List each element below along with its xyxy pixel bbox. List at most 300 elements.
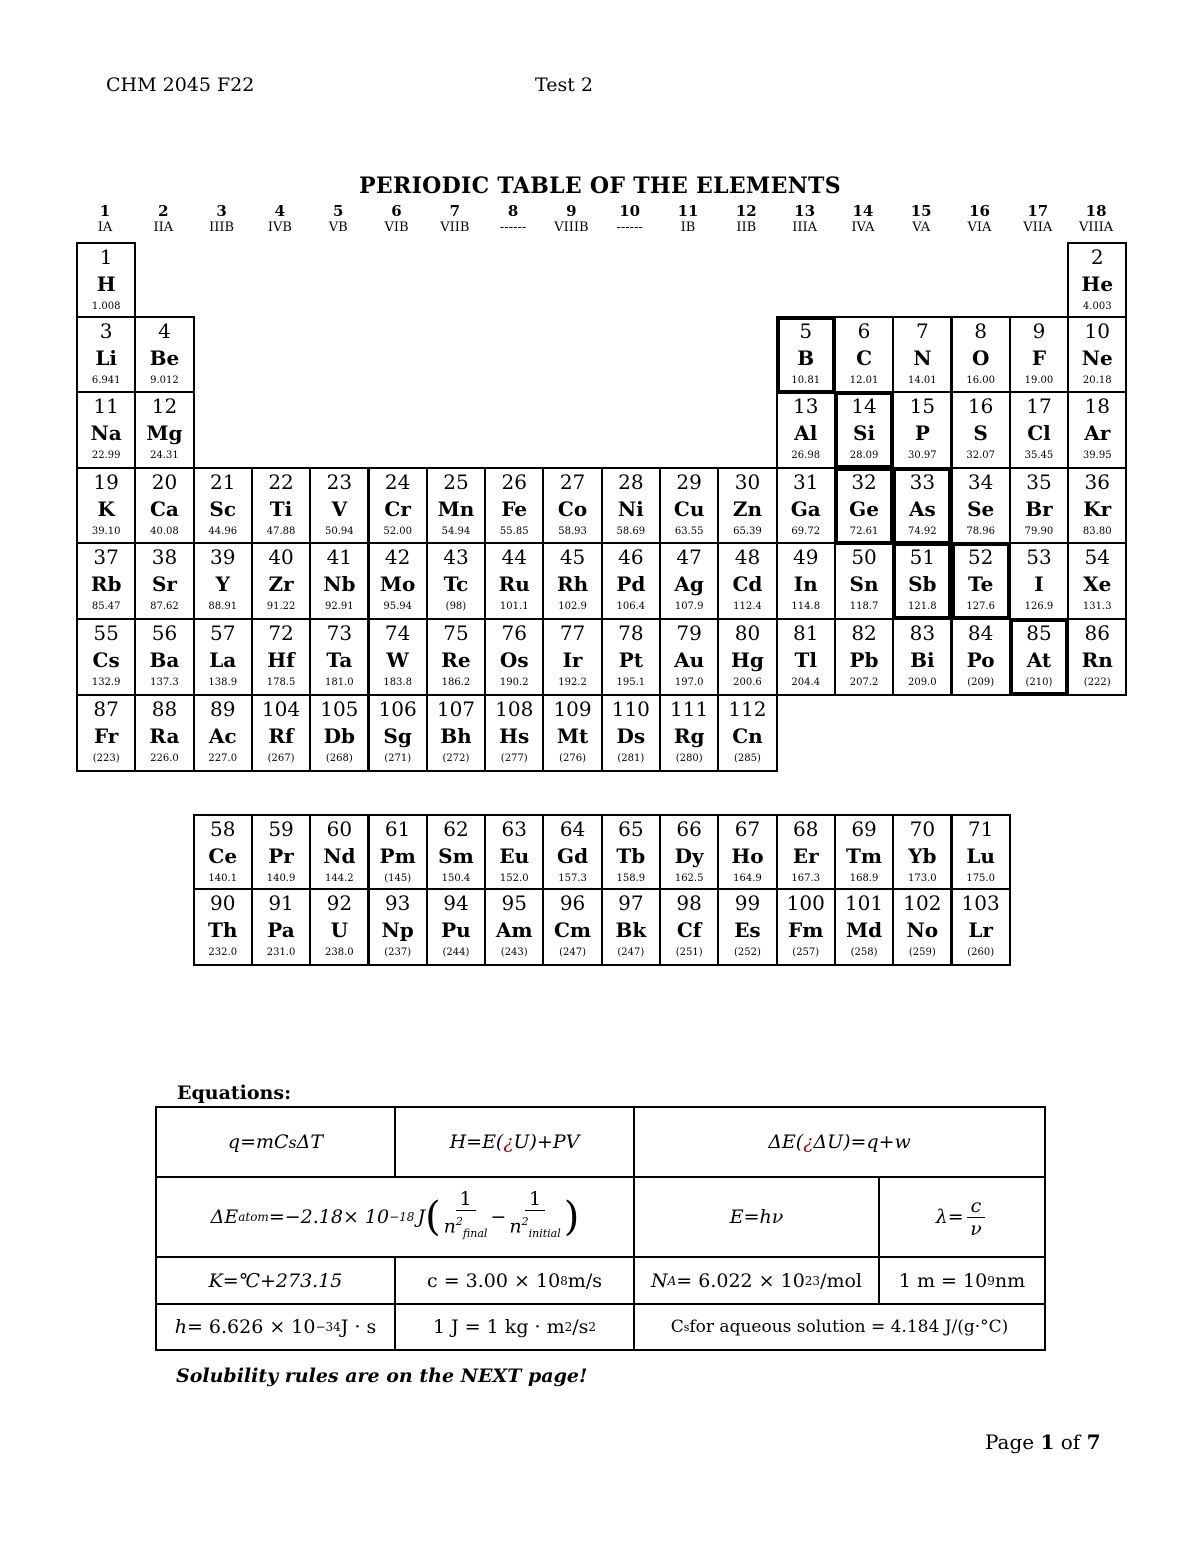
atomic-mass: (259) [908,947,936,958]
element-symbol: Sg [383,724,412,748]
element-symbol: P [914,421,930,445]
rydberg-delta-e: ΔE [210,1206,239,1228]
element-symbol: Tm [846,844,883,868]
element-symbol: Ga [790,497,821,521]
element-symbol: Pt [618,648,643,672]
cs-b: for aqueous solution = 4.184 J/(g·°C) [689,1317,1009,1337]
element-symbol: Be [149,346,180,370]
element-symbol: Mt [556,724,589,748]
atomic-mass: (237) [384,947,412,958]
element-symbol: Sr [151,572,177,596]
element-symbol: Tl [794,648,817,672]
element-cell-cr [368,467,428,545]
atomic-mass: 39.95 [1082,450,1112,461]
joule-b: /s [572,1316,589,1338]
atomic-number: 18 [1084,394,1110,418]
element-symbol: Ds [616,724,646,748]
element-symbol: Lu [966,844,995,868]
element-symbol: Mo [379,572,416,596]
atomic-number: 40 [268,545,294,569]
group-number: 7 [449,202,461,220]
element-symbol: S [973,421,988,445]
enthalpy-part-a: H=E( [449,1131,504,1153]
test-title: Test 2 [535,74,593,96]
atomic-mass: 150.4 [441,873,471,884]
atomic-number: 43 [443,545,469,569]
atomic-mass: (267) [267,753,295,764]
element-symbol: Er [792,844,819,868]
atomic-number: 76 [501,621,527,645]
element-cell-pb [834,618,894,696]
initial-sub: initial [528,1227,561,1241]
rydberg-constant: =−2.18× 10 [268,1206,390,1228]
atomic-mass: 126.9 [1024,601,1054,612]
element-cell-na [76,391,136,469]
atomic-mass: 178.5 [266,677,296,688]
atomic-number: 93 [384,891,411,915]
atomic-number: 17 [1026,394,1052,418]
atomic-mass: 101.1 [499,601,529,612]
atomic-number: 45 [559,545,586,569]
atomic-mass: 10.81 [791,375,821,386]
atomic-mass: 209.0 [908,677,937,688]
atomic-mass: 91.22 [266,601,296,612]
element-symbol: Bi [910,648,935,672]
atomic-mass: (210) [1025,677,1053,688]
element-symbol: Ne [1081,346,1113,370]
element-cell-mo [368,542,428,620]
atomic-mass: 102.9 [558,601,587,612]
element-symbol: Ca [150,497,179,521]
element-symbol: Sm [438,844,474,868]
element-symbol: Y [215,572,230,596]
joule-exp2: 2 [588,1320,597,1334]
element-symbol: Al [794,421,818,445]
atomic-mass: 92.91 [325,601,354,612]
atomic-mass: 83.80 [1082,526,1112,537]
light-b: m/s [567,1269,602,1292]
atomic-mass: 190.2 [499,677,529,688]
atomic-number: 22 [268,470,294,494]
element-cell-pd [601,542,661,620]
atomic-number: 64 [559,817,586,841]
atomic-mass: 9.012 [150,375,179,386]
atomic-number: 102 [903,891,942,915]
hconst-h: h [174,1316,187,1338]
hconst-a: = 6.626 × 10 [186,1316,316,1338]
rydberg-exponent: −18 [389,1210,415,1224]
element-cell-sg [368,694,428,772]
atomic-number: 28 [618,470,644,494]
element-symbol: Cu [673,497,705,521]
atomic-number: 36 [1084,470,1110,494]
atomic-number: 107 [436,697,476,721]
of-word: of [1054,1430,1087,1454]
element-symbol: Pm [379,844,416,868]
element-symbol: Cn [732,724,763,748]
atomic-mass: 30.97 [908,450,937,461]
group-roman: ------ [616,220,643,235]
group-roman: IVB [267,220,292,235]
atomic-number: 83 [909,621,936,645]
left-paren-icon: ( [425,1194,441,1240]
group-number: 11 [677,202,699,220]
element-cell-re [426,618,486,696]
element-cell-pa [251,888,311,966]
element-symbol: Rg [673,724,705,748]
element-symbol: Au [674,648,705,672]
element-symbol: Am [495,918,533,942]
element-symbol: Ce [208,844,238,868]
atomic-mass: 107.9 [674,601,704,612]
element-cell-er [776,814,836,892]
page-number [985,1430,1101,1454]
element-cell-ar [1067,391,1127,469]
atomic-mass: 47.88 [266,526,296,537]
atomic-mass: (277) [500,753,528,764]
element-cell-pm [368,814,428,892]
internal-part-b: ΔU)=q+w [813,1131,911,1153]
atomic-number: 6 [857,319,871,343]
group-number: 4 [274,202,286,220]
element-cell-i [1009,542,1069,620]
atomic-number: 34 [967,470,994,494]
element-symbol: Ba [149,648,180,672]
avog-a: = 6.022 × 10 [676,1269,805,1292]
element-symbol: Eu [499,844,530,868]
solubility-note: Solubility rules are on the NEXT page! [176,1365,588,1387]
element-cell-as [892,467,952,545]
atomic-mass: 195.1 [616,677,646,688]
element-cell-hf [251,618,311,696]
element-symbol: Cs [92,648,120,672]
element-cell-gd [542,814,602,892]
element-cell-s [951,391,1011,469]
element-cell-ir [542,618,602,696]
atomic-number: 90 [210,891,236,915]
group-roman: IIIA [792,220,817,235]
element-cell-th [193,888,253,966]
atomic-number: 63 [501,817,527,841]
element-symbol: Cm [553,918,592,942]
avog-sub: A [667,1273,677,1288]
group-number: 14 [852,202,874,220]
heat-tail: ΔT [296,1131,324,1153]
element-symbol: Zr [268,572,294,596]
atomic-number: 50 [851,545,877,569]
atomic-number: 38 [151,545,178,569]
atomic-mass: 50.94 [325,526,354,537]
atomic-number: 73 [326,621,353,645]
group-roman: VIA [967,220,992,235]
wave-denominator: ν [970,1217,982,1240]
atomic-mass: 127.6 [966,601,995,612]
element-cell-ra [134,694,194,772]
element-symbol: Cr [384,497,411,521]
group-roman: VB [328,220,348,235]
element-cell-os [484,618,544,696]
page-word: Page [985,1430,1041,1454]
element-cell-au [659,618,719,696]
atomic-number: 87 [93,697,119,721]
nm-exp: 9 [987,1273,995,1288]
planck-constant [155,1303,396,1351]
atomic-mass: 88.91 [208,601,238,612]
atomic-number: 48 [734,545,761,569]
element-cell-rf [251,694,311,772]
atomic-mass: (280) [675,753,703,764]
element-cell-am [484,888,544,966]
element-symbol: Pb [849,648,879,672]
element-cell-ge [834,467,894,545]
element-cell-he [1067,242,1127,320]
element-cell-eu [484,814,544,892]
atomic-mass: 4.003 [1082,301,1112,312]
fraction-final [444,1188,488,1245]
enthalpy-mark: ¿ [503,1131,514,1153]
final-sub: final [462,1227,488,1241]
group-roman: VIIIB [554,220,589,235]
atomic-mass: 78.96 [966,526,995,537]
element-symbol: F [1031,346,1047,370]
element-cell-p [892,391,952,469]
element-cell-bk [601,888,661,966]
atomic-number: 5 [799,319,813,343]
element-cell-br [1009,467,1069,545]
atomic-mass: 40.08 [150,526,179,537]
wave-numerator: c [967,1195,986,1218]
atomic-mass: 58.93 [558,526,587,537]
atomic-mass: 144.2 [325,873,354,884]
atomic-number: 77 [559,621,586,645]
element-symbol: Ru [498,572,530,596]
element-symbol: Tc [443,572,469,596]
element-symbol: Ni [617,497,644,521]
group-header-13 [776,202,834,236]
element-symbol: Br [1025,497,1053,521]
element-cell-ho [717,814,777,892]
element-symbol: Na [90,421,122,445]
group-header-2 [134,202,192,236]
enthalpy-part-b: U)+PV [513,1131,580,1153]
element-cell-li [76,316,136,394]
specific-heat-water [633,1303,1046,1351]
nm-b: nm [994,1269,1026,1292]
element-symbol: Re [441,648,471,672]
atomic-number: 65 [618,817,644,841]
group-number: 3 [216,202,227,220]
fraction-initial-numerator: 1 [525,1188,545,1211]
atomic-number: 84 [967,621,994,645]
atomic-mass: 65.39 [733,526,762,537]
atomic-mass: 16.00 [966,375,995,386]
atomic-number: 16 [967,394,994,418]
element-symbol: Fm [788,918,824,942]
atomic-mass: 138.9 [208,677,238,688]
element-symbol: At [1026,648,1052,672]
light-a: c = 3.00 × 10 [427,1269,561,1292]
atomic-number: 91 [268,891,294,915]
element-cell-nd [309,814,369,892]
cs-a: C [670,1317,684,1337]
atomic-number: 7 [915,319,929,343]
atomic-mass: 26.98 [791,450,821,461]
element-symbol: C [856,346,872,370]
atomic-number: 35 [1026,470,1052,494]
atomic-mass: 35.45 [1024,450,1054,461]
element-cell-k [76,467,136,545]
element-symbol: Hg [731,648,764,672]
atomic-number: 12 [151,394,178,418]
atomic-mass: 106.4 [616,601,646,612]
atomic-mass: 158.9 [616,873,646,884]
atomic-mass: (247) [559,947,586,958]
element-cell-fe [484,467,544,545]
group-roman: VIIB [440,220,470,235]
atomic-mass: 58.69 [616,526,646,537]
atomic-number: 109 [553,697,592,721]
element-symbol: Ar [1084,421,1111,445]
element-cell-sm [426,814,486,892]
atomic-number: 111 [670,697,709,721]
group-number: 9 [566,202,577,220]
atomic-mass: 181.0 [325,677,354,688]
atomic-mass: 175.0 [966,873,995,884]
atomic-mass: 186.2 [441,677,471,688]
element-cell-rn [1067,618,1127,696]
element-cell-u [309,888,369,966]
rydberg-sub: atom [238,1210,269,1224]
element-cell-zr [251,542,311,620]
element-symbol: Ag [674,572,704,596]
atomic-mass: (258) [850,947,878,958]
element-cell-ga [776,467,836,545]
internal-part-a: ΔE( [768,1131,804,1153]
equations-label: Equations: [177,1082,292,1104]
element-symbol: Sb [908,572,937,596]
element-symbol: Gd [557,844,589,868]
atomic-number: 31 [793,470,819,494]
hconst-b: J · s [340,1316,377,1338]
atomic-number: 9 [1032,319,1046,343]
atomic-number: 80 [734,621,761,645]
nm-a: 1 m = 10 [898,1269,988,1292]
element-cell-at [1009,618,1069,696]
element-cell-f [1009,316,1069,394]
element-symbol: Ta [326,648,353,672]
atomic-number: 104 [261,697,301,721]
atomic-number: 74 [384,621,411,645]
atomic-number: 88 [151,697,178,721]
atomic-number: 61 [384,817,411,841]
element-cell-np [368,888,428,966]
atomic-number: 46 [618,545,644,569]
atomic-mass: 162.5 [674,873,704,884]
atomic-number: 21 [210,470,236,494]
atomic-mass: (276) [559,753,586,764]
atomic-mass: 55.85 [499,526,529,537]
group-number: 13 [794,202,816,220]
element-cell-tl [776,618,836,696]
atomic-mass: (285) [734,753,761,764]
atomic-number: 59 [268,817,294,841]
atomic-mass: 72.61 [849,526,879,537]
atomic-mass: (272) [442,753,470,764]
element-cell-nb [309,542,369,620]
element-cell-cn [717,694,777,772]
atomic-number: 11 [93,394,119,418]
atomic-mass: 183.8 [383,677,412,688]
element-symbol: I [1034,572,1044,596]
atomic-mass: (281) [617,753,645,764]
atomic-number: 13 [793,394,819,418]
element-symbol: O [971,346,990,370]
atomic-number: 70 [909,817,936,841]
fraction-final-denominator [444,1211,488,1245]
element-symbol: Bk [615,918,647,942]
element-symbol: Zn [732,497,763,521]
atomic-mass: (243) [500,947,528,958]
atomic-number: 10 [1084,319,1110,343]
group-roman: IIA [153,220,174,235]
atomic-mass: (251) [675,947,703,958]
element-cell-al [776,391,836,469]
enthalpy-equation [394,1106,635,1178]
element-symbol: Se [967,497,995,521]
element-cell-tb [601,814,661,892]
atomic-number: 20 [151,470,178,494]
atomic-number: 85 [1026,621,1052,645]
group-roman: IB [680,220,696,235]
group-number: 1 [99,202,111,220]
atomic-mass: 131.3 [1082,601,1112,612]
element-symbol: Lr [968,918,993,942]
group-header-5 [309,202,367,236]
atomic-number: 56 [151,621,178,645]
element-cell-ag [659,542,719,620]
square-exp: 2 [455,1215,463,1229]
element-cell-co [542,467,602,545]
element-cell-y [193,542,253,620]
atomic-mass: 157.3 [558,873,587,884]
atomic-mass: 238.0 [325,947,354,958]
atomic-mass: 137.3 [150,677,179,688]
atomic-mass: (257) [792,947,820,958]
atomic-number: 4 [158,319,171,343]
atomic-mass: 204.4 [791,677,821,688]
element-cell-fm [776,888,836,966]
atomic-number: 81 [793,621,819,645]
atomic-number: 26 [501,470,527,494]
avog-exp: 23 [804,1273,821,1288]
element-symbol: Fe [501,497,528,521]
atomic-mass: 87.62 [150,601,179,612]
atomic-mass: 112.4 [733,601,762,612]
element-cell-ds [601,694,661,772]
element-symbol: As [908,497,936,521]
atomic-number: 54 [1084,545,1110,569]
element-symbol: W [386,648,409,672]
element-cell-sr [134,542,194,620]
element-cell-pu [426,888,486,966]
group-header-4 [251,202,309,236]
atomic-number: 112 [728,697,767,721]
element-cell-zn [717,467,777,545]
heat-equation-text: q=mC [227,1131,289,1153]
atomic-mass: (223) [92,753,120,764]
speed-of-light [394,1256,635,1305]
atomic-mass: 232.0 [208,947,238,958]
